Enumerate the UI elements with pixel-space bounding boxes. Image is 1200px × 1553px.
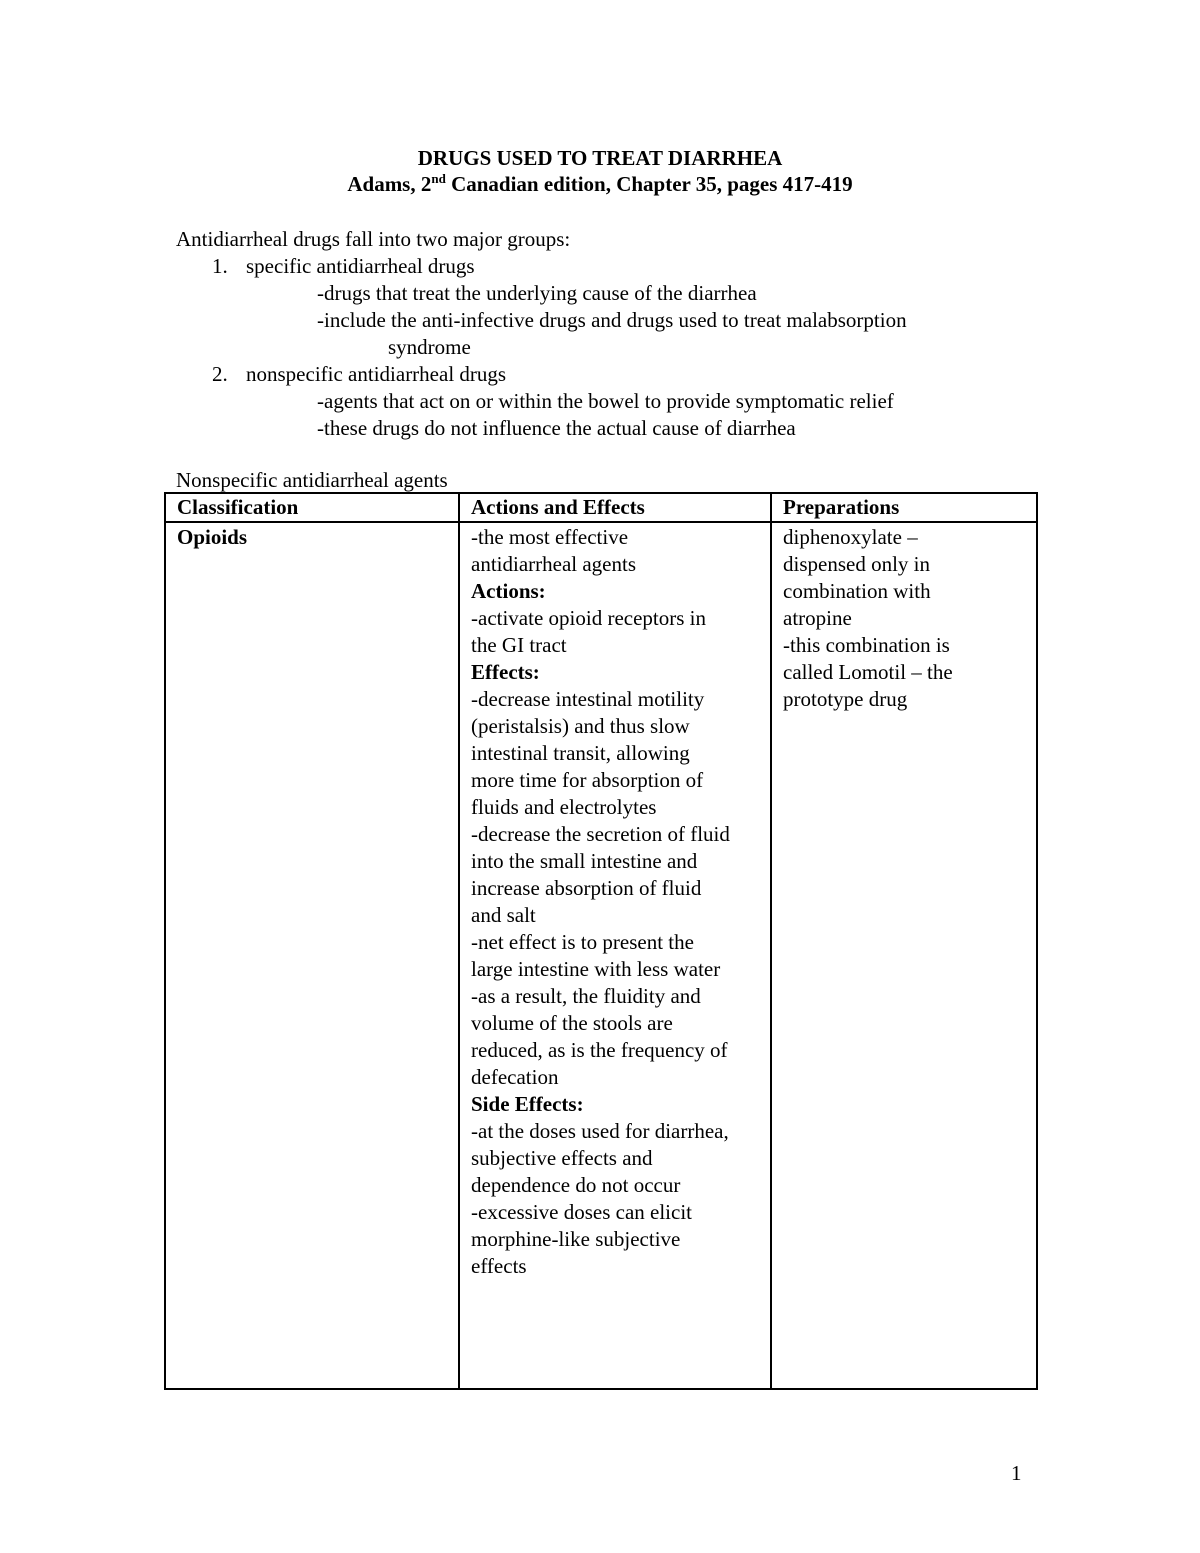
cell-line: intestinal transit, allowing	[471, 741, 690, 765]
cell-line: the GI tract	[471, 633, 567, 657]
group-name: nonspecific antidiarrheal drugs	[246, 362, 507, 386]
cell-line: effects	[471, 1254, 527, 1278]
table-header-row	[165, 493, 1037, 522]
header-actions-effects: Actions and Effects	[459, 493, 771, 522]
table-caption: Nonspecific antidiarrheal agents	[176, 468, 448, 492]
agents-table	[164, 492, 1038, 1390]
preparations-cell	[771, 522, 1037, 1389]
group-item-1	[176, 253, 1026, 280]
cell-line: prototype drug	[783, 687, 908, 711]
cell-line: diphenoxylate –	[783, 525, 918, 549]
cell-line: reduced, as is the frequency of	[471, 1038, 728, 1062]
classification-value: Opioids	[177, 525, 248, 549]
cell-line: volume of the stools are	[471, 1011, 673, 1035]
group-number: 2.	[212, 362, 228, 386]
subtitle-superscript: nd	[431, 171, 446, 186]
cell-line: called Lomotil – the	[783, 660, 953, 684]
document-title: DRUGS USED TO TREAT DIARRHEA	[417, 146, 783, 170]
cell-line: into the small intestine and	[471, 849, 698, 873]
group-detail: syndrome	[388, 335, 471, 359]
header-preparations: Preparations	[771, 493, 1037, 522]
group-number: 1.	[212, 254, 228, 278]
group-name: specific antidiarrheal drugs	[246, 254, 475, 278]
cell-line: dependence do not occur	[471, 1173, 681, 1197]
cell-line: defecation	[471, 1065, 559, 1089]
cell-line: -at the doses used for diarrhea,	[471, 1119, 729, 1143]
cell-line: increase absorption of fluid	[471, 876, 702, 900]
section-heading: Effects:	[471, 660, 540, 684]
cell-line: -net effect is to present the	[471, 930, 694, 954]
subtitle-before: Adams, 2	[347, 172, 432, 196]
section-heading: Side Effects:	[471, 1092, 584, 1116]
intro-section	[176, 226, 1026, 442]
cell-line: -decrease the secretion of fluid	[471, 822, 730, 846]
subtitle-after: Canadian edition, Chapter 35, pages 417-419	[445, 172, 853, 196]
cell-line: subjective effects and	[471, 1146, 653, 1170]
group-detail: -agents that act on or within the bowel to provide symptomatic relief	[317, 389, 894, 413]
section-heading: Actions:	[471, 579, 546, 603]
actions-effects-cell	[459, 522, 771, 1389]
cell-line: antidiarrheal agents	[471, 552, 637, 576]
cell-line: more time for absorption of	[471, 768, 704, 792]
cell-line: fluids and electrolytes	[471, 795, 657, 819]
cell-line: -as a result, the fluidity and	[471, 984, 701, 1008]
cell-line: -this combination is	[783, 633, 950, 657]
cell-line: morphine-like subjective	[471, 1227, 681, 1251]
page-number: 1	[1011, 1461, 1022, 1485]
cell-line: atropine	[783, 606, 852, 630]
cell-line: -excessive doses can elicit	[471, 1200, 692, 1224]
classification-cell	[165, 522, 459, 1389]
group-item-2	[176, 361, 1026, 388]
group-detail: -these drugs do not influence the actual cause of diarrhea	[317, 416, 796, 440]
cell-line: -decrease intestinal motility	[471, 687, 705, 711]
group-detail: -include the anti-infective drugs and drugs used to treat malabsorption	[317, 308, 907, 332]
group-detail: -drugs that treat the underlying cause of the diarrhea	[317, 281, 757, 305]
cell-line: -activate opioid receptors in	[471, 606, 706, 630]
cell-line: large intestine with less water	[471, 957, 721, 981]
intro-lead: Antidiarrheal drugs fall into two major groups:	[176, 227, 571, 251]
cell-line: -the most effective	[471, 525, 629, 549]
cell-line: and salt	[471, 903, 536, 927]
cell-line: dispensed only in	[783, 552, 930, 576]
table-row	[165, 522, 1037, 1389]
cell-line: (peristalsis) and thus slow	[471, 714, 690, 738]
document-subtitle	[0, 171, 1200, 197]
header-classification: Classification	[165, 493, 459, 522]
cell-line: combination with	[783, 579, 931, 603]
